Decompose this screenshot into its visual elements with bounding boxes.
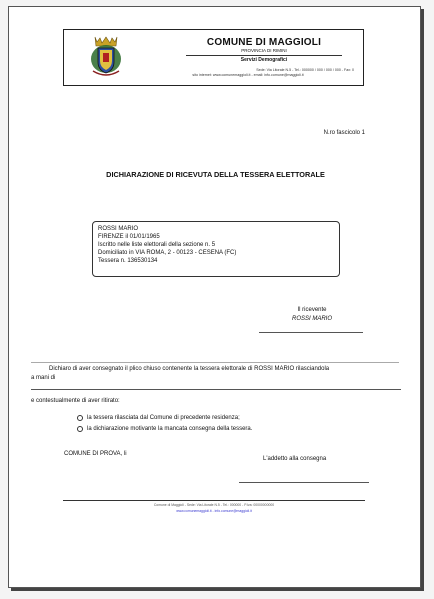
person-iscritto: Iscritto nelle liste elettorali della sezione n. 5: [98, 242, 216, 249]
header-divider: [186, 55, 342, 56]
declaration-line-1: Dichiaro di aver consegnato il plico chiuso contenente la tessera elettorale di ROSSI MARIO rilasciandola: [49, 366, 330, 372]
declaration-line-2: a mani di: [31, 375, 56, 381]
ricevente-signature-line: [259, 332, 363, 333]
person-domicilio: Domiciliato in VIA ROMA, 2 - 00123 - CESENA (FC): [98, 250, 237, 257]
fascicolo-number: N.ro fascicolo 1: [323, 130, 365, 136]
provincia-name: PROVINCIA DI RIMINI: [241, 48, 287, 53]
recipient-fill-line: [31, 389, 401, 390]
section-divider: [31, 362, 399, 363]
option-label: la dichiarazione motivante la mancata consegna della tessera.: [87, 426, 253, 432]
option-dichiarazione-mancata[interactable]: [77, 426, 252, 432]
municipal-crest-icon: [89, 35, 123, 77]
person-details-box: [92, 221, 340, 277]
web-line: sito internet: www.comunemaggioli.it - email: info.comune@maggioli.it: [192, 73, 304, 77]
servizi-label: Servizi Demografici: [240, 57, 288, 63]
address-line: Sede: Via Litorale N.5 - Tel.: 000000 / 000 / 000 / 000 - Fax: 0: [256, 68, 354, 72]
document-title: DICHIARAZIONE DI RICEVUTA DELLA TESSERA ELETTORALE: [106, 170, 325, 179]
addetto-signature-line: [239, 482, 369, 483]
footer-link[interactable]: www.comunemaggioli.it - info.comune@maggioli.it: [176, 509, 252, 513]
radio-button[interactable]: [77, 426, 83, 432]
footer-divider: [63, 500, 365, 501]
comune-name: COMUNE DI MAGGIOLI: [206, 37, 322, 48]
option-tessera-precedente[interactable]: [77, 415, 240, 421]
ricevente-label: Il ricevente: [297, 307, 327, 313]
footer-line-1: Comune di Maggioli - Sede: Via Litorale N.5 - Tel.: 000000 - P.Iva: 00000000000: [153, 503, 275, 507]
person-tessera: Tessera n. 136530134: [98, 258, 158, 265]
contestualmente-text: e contestualmente di aver ritirato:: [31, 398, 120, 404]
ricevente-name: ROSSI MARIO: [291, 316, 332, 322]
radio-button[interactable]: [77, 415, 83, 421]
person-birth: FIRENZE il 01/01/1965: [98, 234, 160, 241]
addetto-label: L'addetto alla consegna: [263, 456, 327, 462]
letterhead: [63, 29, 364, 86]
place-date: COMUNE DI PROVA, li: [64, 451, 127, 457]
document-page: [8, 6, 421, 588]
person-name: ROSSI MARIO: [98, 226, 139, 232]
option-label: la tessera rilasciata dal Comune di precedente residenza;: [87, 415, 240, 421]
